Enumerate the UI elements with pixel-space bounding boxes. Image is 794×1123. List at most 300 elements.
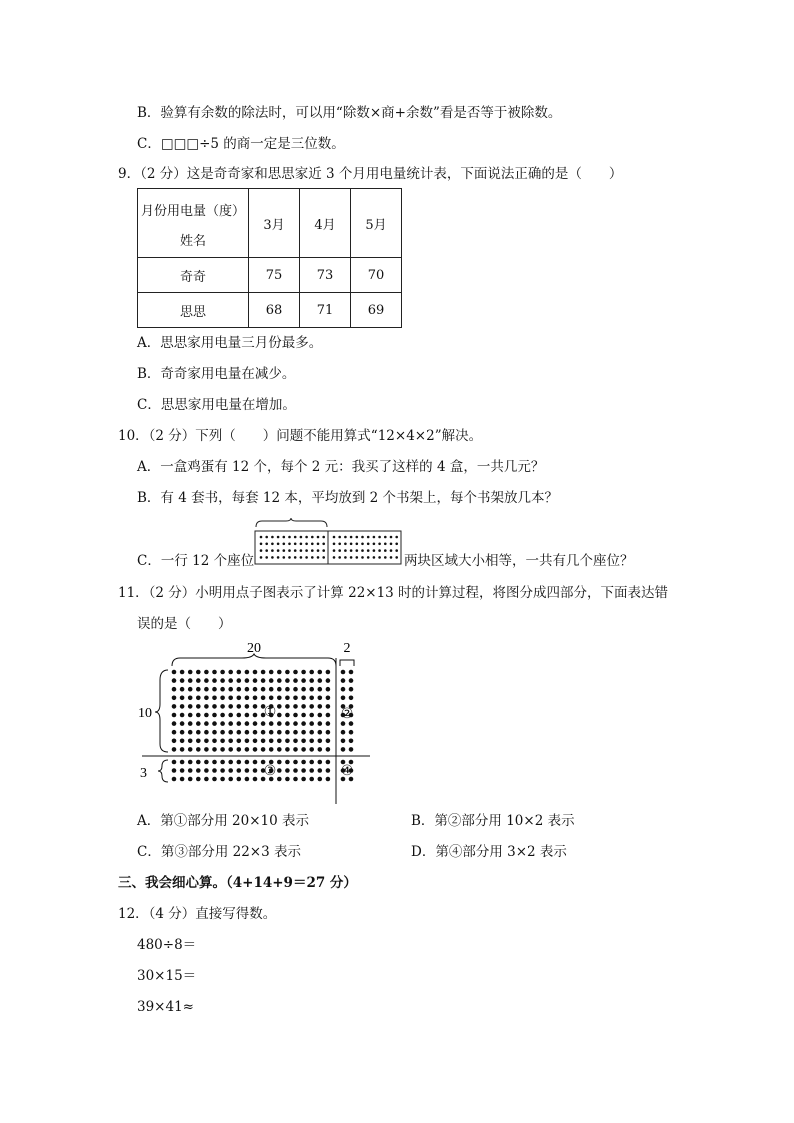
dot bbox=[265, 556, 268, 559]
dot bbox=[228, 777, 233, 782]
dot bbox=[305, 556, 308, 559]
dot bbox=[172, 777, 177, 782]
dot bbox=[237, 687, 242, 692]
dot bbox=[253, 760, 258, 765]
dot bbox=[293, 768, 298, 773]
dot bbox=[318, 670, 323, 675]
dot bbox=[318, 777, 323, 782]
dot bbox=[301, 696, 306, 701]
dot bbox=[341, 696, 346, 701]
dot bbox=[293, 747, 298, 752]
dot bbox=[318, 696, 323, 701]
dot bbox=[350, 536, 353, 539]
dot bbox=[277, 760, 282, 765]
dot bbox=[311, 536, 314, 539]
dot bbox=[326, 747, 331, 752]
dot bbox=[265, 543, 268, 546]
dot bbox=[188, 768, 193, 773]
dot bbox=[220, 713, 225, 718]
dot bbox=[277, 704, 282, 709]
dot bbox=[301, 721, 306, 726]
dot bbox=[305, 543, 308, 546]
dot bbox=[260, 536, 263, 539]
dot bbox=[322, 556, 325, 559]
dot bbox=[318, 768, 323, 773]
dot bbox=[180, 670, 185, 675]
dot bbox=[212, 713, 217, 718]
dot bbox=[277, 777, 282, 782]
dot bbox=[390, 543, 393, 546]
dot bbox=[180, 739, 185, 744]
dot bbox=[188, 696, 193, 701]
dot bbox=[318, 739, 323, 744]
dot bbox=[373, 556, 376, 559]
dot bbox=[309, 777, 314, 782]
dot bbox=[196, 760, 201, 765]
dot bbox=[367, 543, 370, 546]
dot bbox=[253, 678, 258, 683]
dot bbox=[349, 687, 354, 692]
dot bbox=[341, 739, 346, 744]
cell-value: 70 bbox=[351, 258, 402, 293]
dot bbox=[204, 696, 209, 701]
q10-option-a: A．一盒鸡蛋有 12 个，每个 2 元：我买了这样的 4 盒，一共几元？ bbox=[137, 459, 545, 475]
dot bbox=[228, 768, 233, 773]
dot bbox=[180, 721, 185, 726]
dot bbox=[293, 777, 298, 782]
dot bbox=[285, 768, 290, 773]
dot bbox=[180, 696, 185, 701]
dot bbox=[188, 777, 193, 782]
dot bbox=[285, 713, 290, 718]
dot bbox=[356, 549, 359, 552]
dot bbox=[180, 713, 185, 718]
dot bbox=[309, 768, 314, 773]
dot bbox=[338, 536, 341, 539]
dot bbox=[237, 747, 242, 752]
dot bbox=[311, 556, 314, 559]
dot bbox=[283, 536, 286, 539]
dot bbox=[341, 670, 346, 675]
dot bbox=[277, 730, 282, 735]
dot bbox=[228, 696, 233, 701]
dot bbox=[188, 747, 193, 752]
dot bbox=[180, 687, 185, 692]
dot bbox=[300, 549, 303, 552]
row-name: 思思 bbox=[138, 293, 249, 328]
dot bbox=[318, 687, 323, 692]
dot bbox=[338, 543, 341, 546]
dot bbox=[277, 747, 282, 752]
table-row bbox=[138, 258, 402, 293]
part-1-mark: ① bbox=[263, 704, 277, 720]
dot bbox=[260, 549, 263, 552]
dot bbox=[333, 549, 336, 552]
dot bbox=[285, 721, 290, 726]
dot bbox=[212, 704, 217, 709]
dot bbox=[317, 556, 320, 559]
dot bbox=[196, 687, 201, 692]
dot bbox=[269, 670, 274, 675]
dot bbox=[204, 739, 209, 744]
dot bbox=[228, 678, 233, 683]
dot bbox=[180, 747, 185, 752]
dot bbox=[261, 721, 266, 726]
dot bbox=[237, 704, 242, 709]
dot bbox=[350, 556, 353, 559]
dot bbox=[212, 730, 217, 735]
dot bbox=[349, 730, 354, 735]
dot bbox=[349, 739, 354, 744]
dot bbox=[333, 543, 336, 546]
dot bbox=[196, 678, 201, 683]
dot bbox=[333, 536, 336, 539]
dot bbox=[212, 777, 217, 782]
dot bbox=[196, 713, 201, 718]
dot bbox=[390, 549, 393, 552]
dot bbox=[196, 670, 201, 675]
dot bbox=[269, 739, 274, 744]
dot bbox=[237, 678, 242, 683]
dot bbox=[293, 670, 298, 675]
dot bbox=[285, 704, 290, 709]
dot bbox=[349, 747, 354, 752]
dot bbox=[196, 730, 201, 735]
dot bbox=[356, 556, 359, 559]
q12-stem: 12．（4 分）直接写得数。 bbox=[118, 906, 277, 922]
dot bbox=[318, 721, 323, 726]
dot bbox=[344, 549, 347, 552]
dot bbox=[271, 543, 274, 546]
dot bbox=[349, 678, 354, 683]
dot bbox=[293, 678, 298, 683]
dot bbox=[301, 760, 306, 765]
dot bbox=[395, 556, 398, 559]
dot bbox=[318, 730, 323, 735]
q9-option-c: C．思思家用电量在增加。 bbox=[137, 397, 296, 413]
dot bbox=[196, 739, 201, 744]
dot bbox=[261, 678, 266, 683]
dot bbox=[390, 536, 393, 539]
dot bbox=[277, 536, 280, 539]
dot bbox=[265, 536, 268, 539]
q11-stem-line1: 11．（2 分）小明用点子图表示了计算 22×13 时的计算过程，将图分成四部分，下面表达错 bbox=[118, 585, 669, 601]
dot bbox=[294, 543, 297, 546]
q11-option-b: B．第②部分用 10×2 表示 bbox=[411, 813, 575, 829]
dot bbox=[361, 543, 364, 546]
q10-option-c-text-after: 两块区域大小相等，一共有几个座位？ bbox=[404, 553, 634, 569]
dot bbox=[237, 730, 242, 735]
brace-3 bbox=[158, 760, 168, 782]
dot bbox=[237, 739, 242, 744]
dot bbox=[285, 760, 290, 765]
dot bbox=[378, 543, 381, 546]
dot bbox=[395, 536, 398, 539]
dot bbox=[305, 536, 308, 539]
dot bbox=[220, 704, 225, 709]
q10-option-b: B．有 4 套书，每套 12 本，平均放到 2 个书架上，每个书架放几本？ bbox=[137, 490, 559, 506]
dot bbox=[318, 713, 323, 718]
cell-value: 75 bbox=[249, 258, 300, 293]
dot bbox=[293, 687, 298, 692]
dot bbox=[277, 696, 282, 701]
dot bbox=[220, 768, 225, 773]
dot bbox=[180, 678, 185, 683]
dot bbox=[253, 696, 258, 701]
dot bbox=[367, 536, 370, 539]
dot bbox=[204, 760, 209, 765]
dot bbox=[361, 536, 364, 539]
part-4-mark: ④ bbox=[340, 763, 354, 779]
dot bbox=[301, 687, 306, 692]
dot bbox=[172, 704, 177, 709]
dot bbox=[322, 536, 325, 539]
dot bbox=[188, 739, 193, 744]
dot bbox=[269, 687, 274, 692]
dot bbox=[293, 696, 298, 701]
dot bbox=[188, 678, 193, 683]
dot bbox=[317, 536, 320, 539]
dot bbox=[322, 543, 325, 546]
dot bbox=[172, 739, 177, 744]
dot bbox=[277, 556, 280, 559]
label-20: 20 bbox=[247, 641, 261, 656]
dot bbox=[285, 670, 290, 675]
dot bbox=[245, 747, 250, 752]
dot bbox=[212, 747, 217, 752]
dot bbox=[245, 704, 250, 709]
dot bbox=[237, 721, 242, 726]
dot bbox=[344, 536, 347, 539]
cell-value: 73 bbox=[300, 258, 351, 293]
dot bbox=[269, 696, 274, 701]
part-3-mark: ③ bbox=[263, 763, 277, 779]
dot bbox=[309, 747, 314, 752]
dot bbox=[390, 556, 393, 559]
dot bbox=[288, 556, 291, 559]
dot bbox=[253, 777, 258, 782]
dot bbox=[378, 536, 381, 539]
dot bbox=[204, 704, 209, 709]
dot bbox=[220, 747, 225, 752]
dot bbox=[384, 549, 387, 552]
dot bbox=[300, 543, 303, 546]
dot bbox=[196, 704, 201, 709]
q9-option-a: A．思思家用电量三月份最多。 bbox=[137, 335, 323, 351]
dot bbox=[277, 687, 282, 692]
dot bbox=[322, 549, 325, 552]
dot bbox=[261, 730, 266, 735]
dot bbox=[269, 678, 274, 683]
dot bbox=[228, 704, 233, 709]
dot bbox=[269, 730, 274, 735]
dot bbox=[317, 543, 320, 546]
dot bbox=[212, 696, 217, 701]
dot bbox=[288, 536, 291, 539]
dot bbox=[172, 713, 177, 718]
dot bbox=[384, 543, 387, 546]
dot bbox=[245, 696, 250, 701]
dot bbox=[228, 687, 233, 692]
dot bbox=[285, 747, 290, 752]
dot bbox=[212, 739, 217, 744]
dot bbox=[301, 777, 306, 782]
dot bbox=[283, 556, 286, 559]
dot bbox=[294, 536, 297, 539]
cell-value: 68 bbox=[249, 293, 300, 328]
dot bbox=[204, 713, 209, 718]
dot bbox=[261, 687, 266, 692]
dot bbox=[253, 670, 258, 675]
cell-value: 69 bbox=[351, 293, 402, 328]
dot bbox=[204, 721, 209, 726]
dot bbox=[220, 678, 225, 683]
dot bbox=[253, 687, 258, 692]
dot bbox=[311, 543, 314, 546]
dot bbox=[326, 678, 331, 683]
dot bbox=[204, 730, 209, 735]
dot bbox=[326, 696, 331, 701]
dot bbox=[253, 721, 258, 726]
month-header-5: 5月 bbox=[351, 189, 402, 258]
dot bbox=[373, 536, 376, 539]
dot bbox=[228, 739, 233, 744]
dot bbox=[196, 696, 201, 701]
dot bbox=[188, 670, 193, 675]
dot bbox=[220, 739, 225, 744]
dot bbox=[237, 768, 242, 773]
dot bbox=[309, 696, 314, 701]
dot bbox=[309, 739, 314, 744]
dot bbox=[341, 678, 346, 683]
label-2: 2 bbox=[343, 641, 351, 656]
dot bbox=[356, 536, 359, 539]
q11-stem-line2: 误的是（ ） bbox=[137, 616, 232, 632]
dot bbox=[301, 678, 306, 683]
cell-value: 71 bbox=[300, 293, 351, 328]
dot bbox=[341, 687, 346, 692]
dot bbox=[285, 777, 290, 782]
dot bbox=[172, 730, 177, 735]
label-10: 10 bbox=[138, 706, 152, 721]
dot bbox=[378, 556, 381, 559]
dot bbox=[384, 536, 387, 539]
dot bbox=[253, 739, 258, 744]
dot bbox=[373, 549, 376, 552]
dot bbox=[361, 556, 364, 559]
dot bbox=[311, 549, 314, 552]
dot bbox=[172, 768, 177, 773]
dot bbox=[269, 721, 274, 726]
dot bbox=[277, 713, 282, 718]
q12-item-3: 39×41≈ bbox=[137, 999, 194, 1015]
dot bbox=[288, 549, 291, 552]
dot bbox=[180, 768, 185, 773]
dot bbox=[253, 768, 258, 773]
dot bbox=[277, 739, 282, 744]
dot bbox=[220, 687, 225, 692]
dot bbox=[196, 747, 201, 752]
dot bbox=[395, 549, 398, 552]
dot bbox=[245, 687, 250, 692]
dot bbox=[212, 678, 217, 683]
dot bbox=[285, 739, 290, 744]
dot bbox=[245, 678, 250, 683]
dot bbox=[212, 760, 217, 765]
dot bbox=[245, 713, 250, 718]
label-3: 3 bbox=[140, 766, 147, 781]
dot bbox=[344, 556, 347, 559]
dot bbox=[367, 549, 370, 552]
dot bbox=[309, 721, 314, 726]
q12-item-2: 30×15＝ bbox=[137, 968, 197, 984]
dot bbox=[326, 768, 331, 773]
dot bbox=[326, 730, 331, 735]
dot bbox=[220, 721, 225, 726]
dot bbox=[261, 696, 266, 701]
dot bbox=[188, 730, 193, 735]
dot bbox=[172, 696, 177, 701]
dot bbox=[261, 739, 266, 744]
dot bbox=[300, 536, 303, 539]
dot bbox=[285, 730, 290, 735]
dot bbox=[253, 730, 258, 735]
dot bbox=[188, 687, 193, 692]
seat-brace bbox=[256, 518, 327, 527]
dot bbox=[301, 739, 306, 744]
dot bbox=[309, 678, 314, 683]
dot bbox=[261, 670, 266, 675]
q10-option-c-text-before: C．一行 12 个座位 bbox=[137, 553, 255, 569]
dot bbox=[253, 747, 258, 752]
dot bbox=[349, 670, 354, 675]
dot bbox=[172, 747, 177, 752]
dot bbox=[212, 670, 217, 675]
dot bbox=[277, 768, 282, 773]
dot bbox=[309, 670, 314, 675]
dot bbox=[326, 739, 331, 744]
dot bbox=[228, 747, 233, 752]
dot bbox=[277, 549, 280, 552]
dot bbox=[326, 777, 331, 782]
dot bbox=[333, 556, 336, 559]
q9-stem: 9．（2 分）这是奇奇家和思思家近 3 个月用电量统计表，下面说法正确的是（ ） bbox=[118, 166, 623, 182]
dot bbox=[172, 721, 177, 726]
dot bbox=[293, 739, 298, 744]
dot bbox=[245, 768, 250, 773]
dot bbox=[288, 543, 291, 546]
dot bbox=[293, 713, 298, 718]
grid-dots bbox=[172, 670, 354, 782]
dot bbox=[237, 696, 242, 701]
table-row bbox=[138, 293, 402, 328]
dot bbox=[285, 678, 290, 683]
dot bbox=[245, 670, 250, 675]
month-header-3: 3月 bbox=[249, 189, 300, 258]
table-corner-cell bbox=[138, 189, 249, 258]
dot bbox=[277, 543, 280, 546]
dot bbox=[228, 760, 233, 765]
dot bbox=[196, 721, 201, 726]
dot bbox=[188, 713, 193, 718]
dot bbox=[378, 549, 381, 552]
dot bbox=[338, 549, 341, 552]
dot bbox=[245, 730, 250, 735]
dot bbox=[220, 670, 225, 675]
q12-item-1: 480÷8＝ bbox=[137, 937, 197, 953]
dot bbox=[228, 721, 233, 726]
dot bbox=[228, 730, 233, 735]
